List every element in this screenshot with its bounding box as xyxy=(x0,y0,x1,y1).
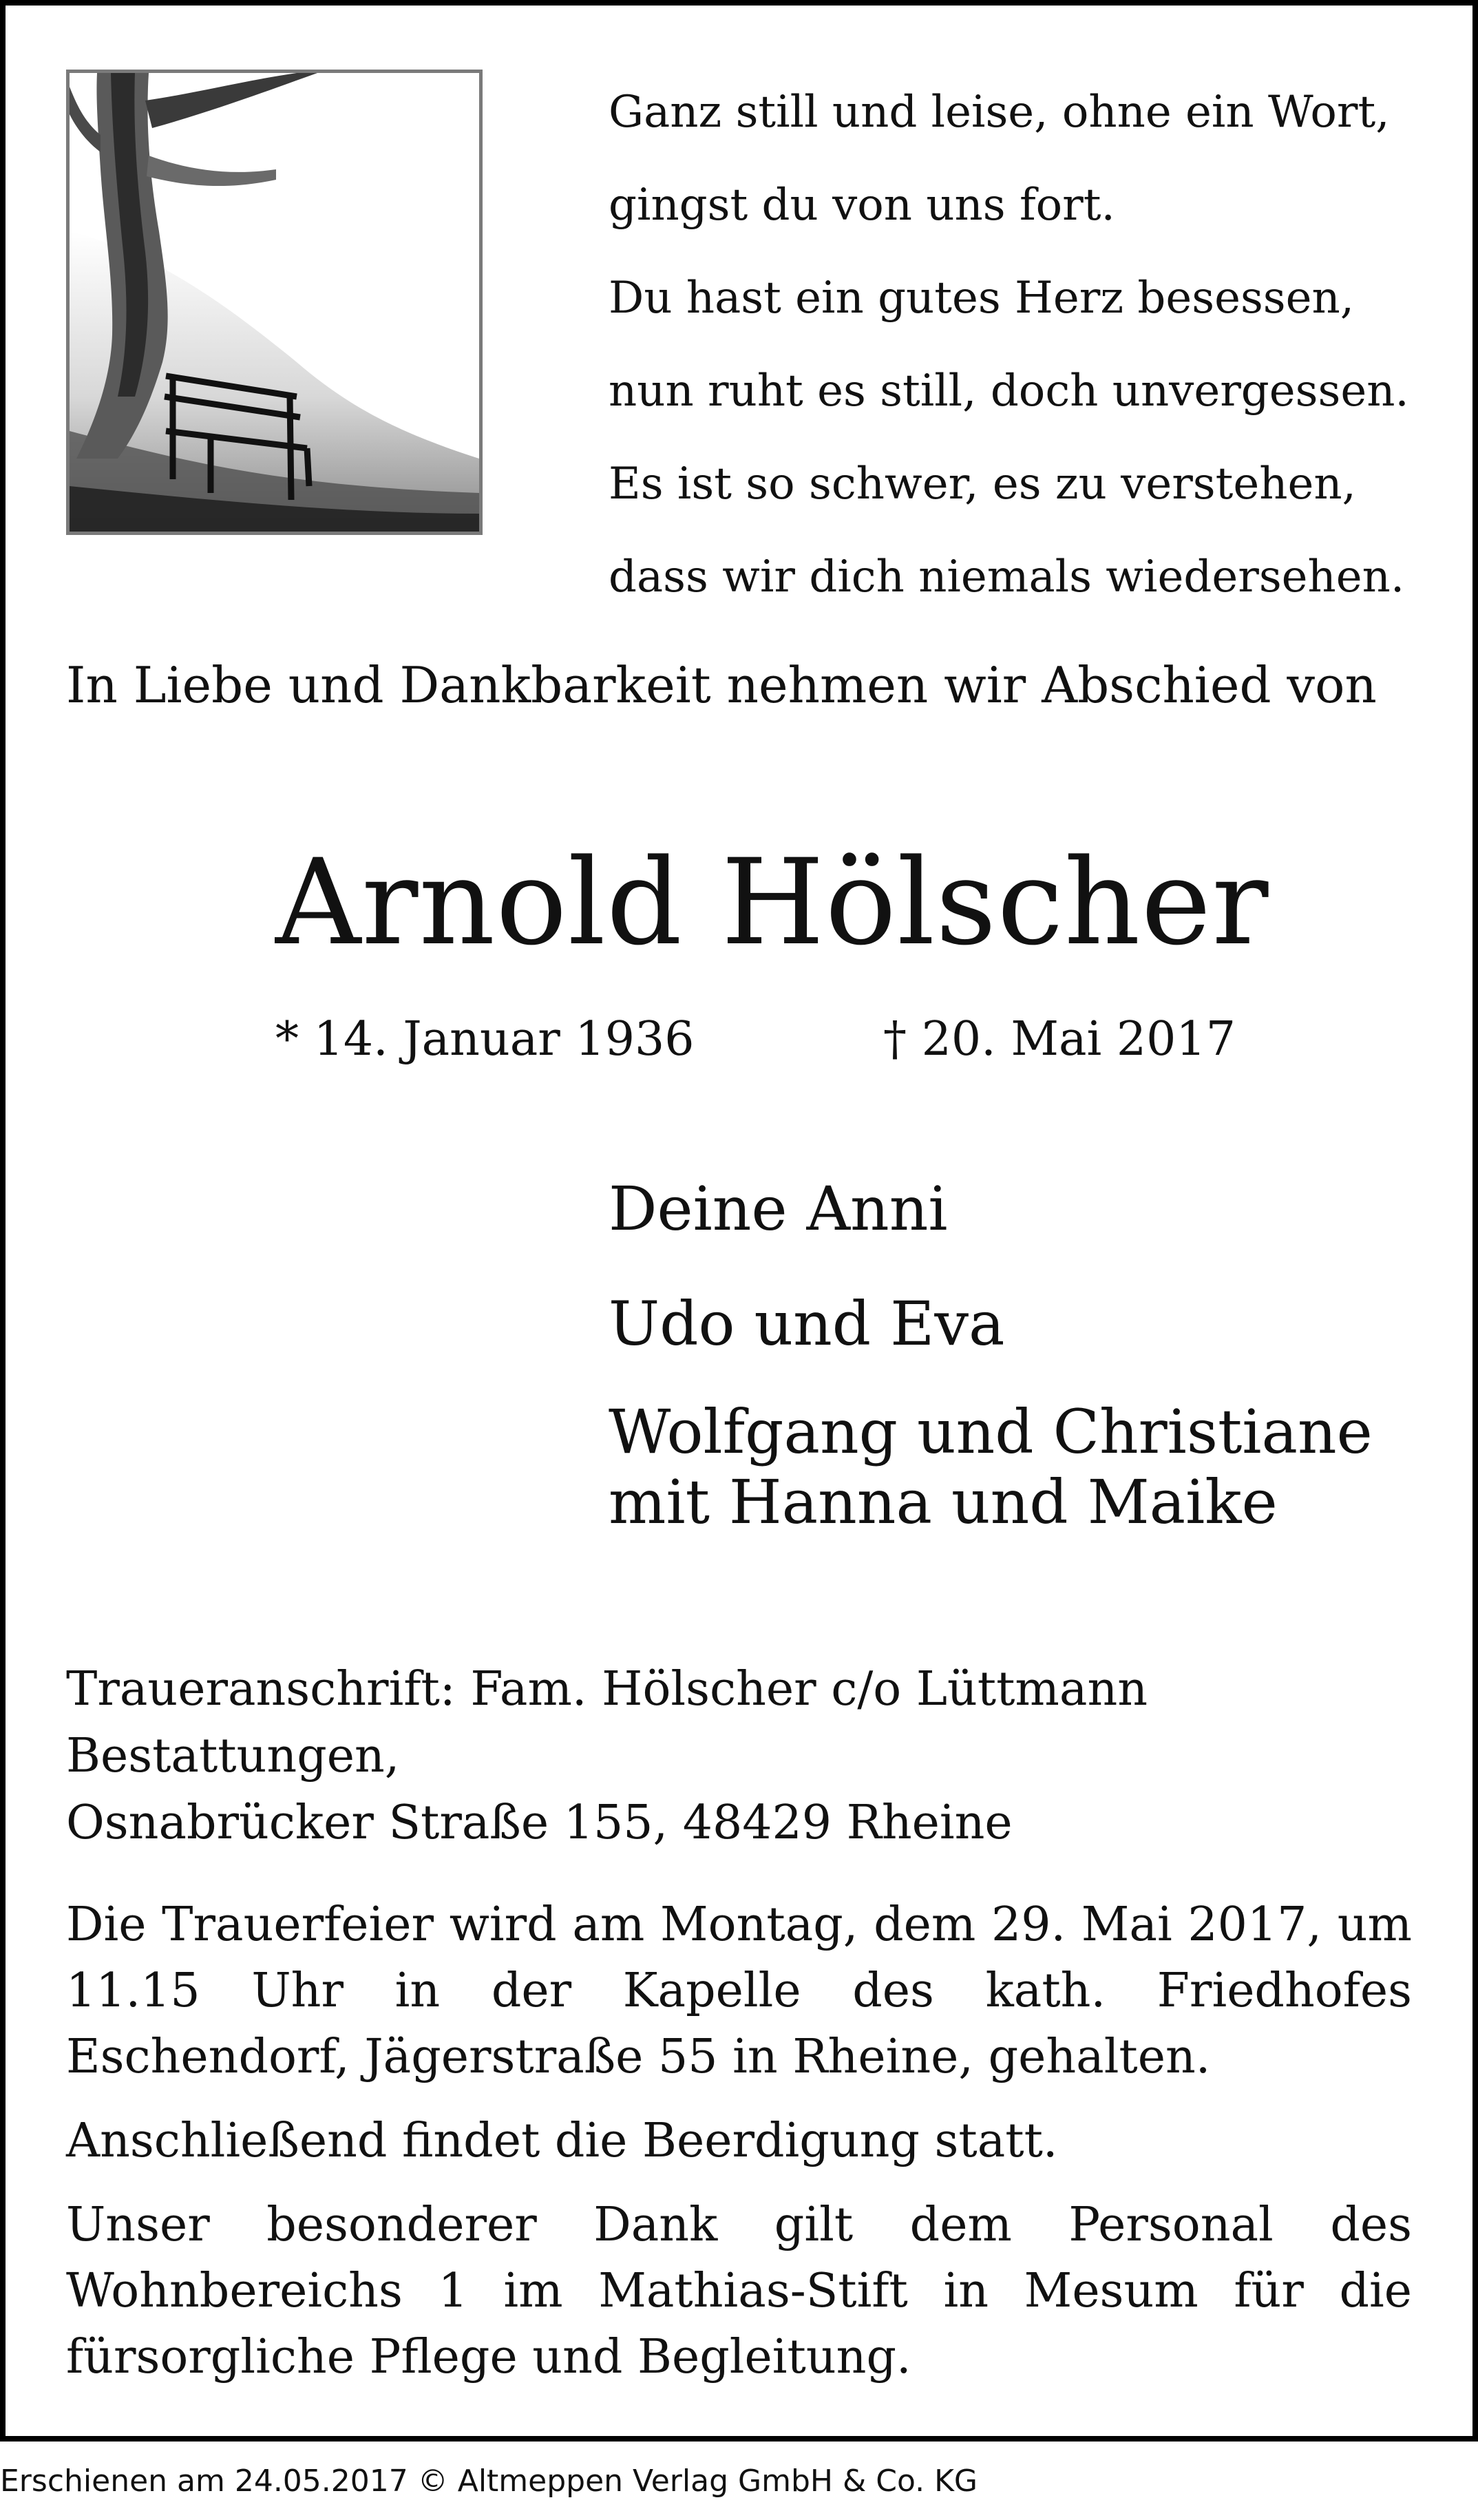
service-information xyxy=(66,1892,1412,2391)
poem-line: Es ist so schwer, es zu verstehen, xyxy=(609,459,1356,510)
burial-paragraph: Anschließend findet die Beerdigung statt. xyxy=(66,2114,1058,2168)
mourner-entry: Wolfgang und Christiane xyxy=(609,1396,1373,1467)
farewell-intro: In Liebe und Dankbarkeit nehmen wir Abschied von xyxy=(66,656,1377,714)
mourner-entry: Udo und Eva xyxy=(609,1288,1005,1359)
birth-date: * 14. Januar 1936 xyxy=(275,1012,695,1067)
poem-line: dass wir dich niemals wiedersehen. xyxy=(609,552,1405,602)
tree-bench-illustration xyxy=(66,70,483,535)
address-line: Traueranschrift: Fam. Hölscher c/o Lüttmann Bestattungen, xyxy=(66,1662,1148,1783)
mourner-entry: mit Hanna und Maike xyxy=(609,1467,1278,1537)
mourners-list xyxy=(609,1170,1373,1541)
publication-footer: Erschienen am 24.05.2017 © Altmeppen Verlag GmbH & Co. KG xyxy=(0,2464,978,2499)
ceremony-paragraph: Die Trauerfeier wird am Montag, dem 29. Mai 2017, um 11.15 Uhr in der Kapelle des kath. Friedhofes Eschendorf, Jägerstraße 55 in Rheine, gehalten. xyxy=(66,1898,1412,2084)
address-line: Osnabrücker Straße 155, 48429 Rheine xyxy=(66,1796,1013,1850)
thanks-paragraph: Unser besonderer Dank gilt dem Personal des Wohnbereichs 1 im Mathias-Stift in Mesum für die fürsorgliche Pflege und Begleitung. xyxy=(66,2198,1412,2384)
poem-line: Ganz still und leise, ohne ein Wort, xyxy=(609,87,1390,138)
mourning-address xyxy=(66,1656,1415,1856)
death-date: † 20. Mai 2017 xyxy=(883,1012,1236,1067)
poem-line: nun ruht es still, doch unvergessen. xyxy=(609,366,1409,417)
poem-verse xyxy=(609,66,1421,624)
deceased-name: Arnold Hölscher xyxy=(275,833,1269,972)
tree-bench-drawing xyxy=(70,73,479,532)
poem-line: Du hast ein gutes Herz besessen, xyxy=(609,273,1355,324)
poem-line: gingst du von uns fort. xyxy=(609,180,1115,231)
mourner-entry: Deine Anni xyxy=(609,1173,948,1244)
